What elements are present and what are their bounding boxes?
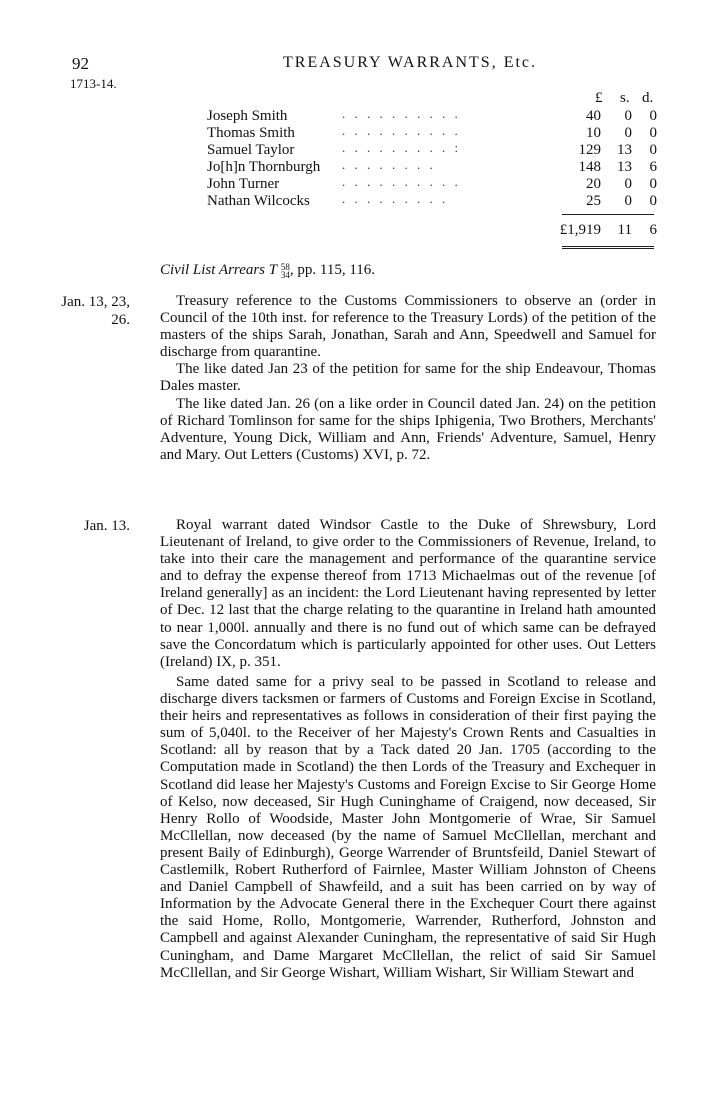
shillings-value: 13 xyxy=(617,159,632,175)
leader-dots: . . . . . . . . . : xyxy=(342,140,462,155)
fraction-denominator: 34 xyxy=(280,269,290,280)
source-fraction xyxy=(281,263,290,279)
fraction-numerator: 58 xyxy=(280,261,290,272)
shillings-value: 0 xyxy=(624,193,632,209)
payee-name: Joseph Smith xyxy=(207,108,288,124)
entry-quarantine-reference xyxy=(160,293,656,464)
paragraph: The like dated Jan. 26 (on a like order in Council dated Jan. 24) on the petition of Richard Tomlinson for same for the ships Iphigenia, Two Brothers, Merchants' Adventure, Young Dick, William and Ann, Friends' Adventure, Samuel, Henry and Mary. Out Letters (Customs) XVI, p. 72. xyxy=(160,395,656,463)
pence-value: 0 xyxy=(649,176,657,192)
shillings-value: 0 xyxy=(624,108,632,124)
pounds-value: 10 xyxy=(586,125,601,141)
double-rule xyxy=(562,246,654,249)
paragraph: Royal warrant dated Windsor Castle to the Duke of Shrewsbury, Lord Lieutenant of Ireland, to give order to the Commissioners of Revenue, Ireland, to take into their care the management and performance of the quarantine service and to defray the expense thereof from 1713 Michaelmas out of the revenue [of Ireland generally] as an incident: the Lord Lieutenant having represented by letter of Dec. 12 last that the charge relating to the quarantine in Ireland hath amounted to near 1,000l. annually and there is no fund out of which same can be defrayed save the Concordatum which is particularly appointed for other uses. Out Letters (Ireland) IX, p. 351. xyxy=(160,517,656,670)
margin-date-line: Jan. 13, 23, xyxy=(61,294,130,310)
total-row xyxy=(207,222,657,239)
page-number: 92 xyxy=(72,54,89,73)
shillings-value: 13 xyxy=(617,142,632,158)
pence-value: 0 xyxy=(649,108,657,124)
source-reference xyxy=(160,262,375,279)
pounds-value: 40 xyxy=(586,108,601,124)
shillings-header: s. xyxy=(620,90,630,106)
running-head: TREASURY WARRANTS, Etc. xyxy=(283,54,538,71)
pence-value: 6 xyxy=(649,159,657,175)
pence-value: 0 xyxy=(649,125,657,141)
leader-dots: . . . . . . . . . . xyxy=(342,106,461,121)
total-shillings: 11 xyxy=(617,222,632,238)
leader-dots: . . . . . . . . . . xyxy=(342,174,461,189)
margin-date xyxy=(60,517,130,535)
paragraph: Treasury reference to the Customs Commissioners to observe an (order in Council of the 10th inst. for reference to the Treasury Lords) of the petition of the masters of the ships Sarah, Jonathan, Sarah and Ann, Speedwell and Samuel for discharge from quarantine. xyxy=(160,293,656,361)
margin-date xyxy=(60,293,130,329)
margin-year: 1713-14. xyxy=(70,76,117,91)
payee-name: John Turner xyxy=(207,176,280,192)
pounds-value: 129 xyxy=(578,142,601,158)
payee-name: Thomas Smith xyxy=(207,125,295,141)
shillings-value: 0 xyxy=(624,176,632,192)
source-title: Civil List Arrears T xyxy=(160,262,278,278)
payee-name: Samuel Taylor xyxy=(207,142,295,158)
entry-privy-seal xyxy=(160,674,656,982)
leader-dots: . . . . . . . . . xyxy=(342,191,449,206)
source-pages: , pp. 115, 116. xyxy=(289,262,376,278)
pence-value: 0 xyxy=(649,142,657,158)
entry-royal-warrant xyxy=(160,517,656,671)
leader-dots: . . . . . . . . xyxy=(342,157,436,172)
shillings-value: 0 xyxy=(624,125,632,141)
total-pounds: £1,919 xyxy=(559,222,601,238)
total-pence: 6 xyxy=(649,222,657,238)
payee-name: Nathan Wilcocks xyxy=(207,193,310,209)
sum-rule xyxy=(562,214,654,215)
paragraph: The like dated Jan 23 of the petition for same for the ship Endeavour, Thomas Dales master. xyxy=(160,361,656,395)
pounds-header: £ xyxy=(595,90,603,106)
pounds-value: 20 xyxy=(586,176,601,192)
table-row xyxy=(207,193,657,210)
pence-header: d. xyxy=(642,90,654,106)
leader-dots: . . . . . . . . . . xyxy=(342,123,461,138)
margin-date-line: Jan. 13. xyxy=(83,518,130,534)
payee-name: Jo[h]n Thornburgh xyxy=(207,159,321,175)
paragraph: Same dated same for a privy seal to be passed in Scotland to release and discharge divers tacksmen or farmers of Customs and Foreign Excise in Scotland, their heirs and representatives as follows in consideration of their first paying the sum of 5,040l. to the Receiver of her Majesty's Crown Rents and Casualties in Scotland: all by reason that by a Tack dated 20 Jan. 1705 (according to the Computation made in Scotland) the then Lords of the Treasury and Exchequer in Scotland did lease her Majesty's Customs and Foreign Excise to Sir George Home of Kelso, now deceased, Sir Hugh Cuninghame of Craigend, now deceased, Sir Henry Rollo of Woodside, Master John Montgomerie of Wrae, Sir Samuel McCllellan, now deceased (by the name of Samuel McCllellan, merchant and present Baily of Edinburgh), George Warrender of Bruntsfeild, Daniel Stewart of Castlemilk, Robert Rutherford of Fairnlee, Master William Johnston of Cheens and Daniel Campbell of Shawfeild, and a suit has been carried on by way of Information by the Advocate General there in the Exchequer Court there against the said Home, Rollo, Montgomerie, Warrender, Rutherford, Johnston and Campbell and against Alexander Cuningham, the representative of said Sir Hugh Cuningham, and Dame Margaret McCllellan, the relict of said Sir Samuel McCllellan, and Sir George Wishart, William Wishart, Sir William Stewart and xyxy=(160,674,656,981)
pence-value: 0 xyxy=(649,193,657,209)
pounds-value: 25 xyxy=(586,193,601,209)
margin-date-line: 26. xyxy=(111,312,130,328)
pounds-value: 148 xyxy=(578,159,601,175)
